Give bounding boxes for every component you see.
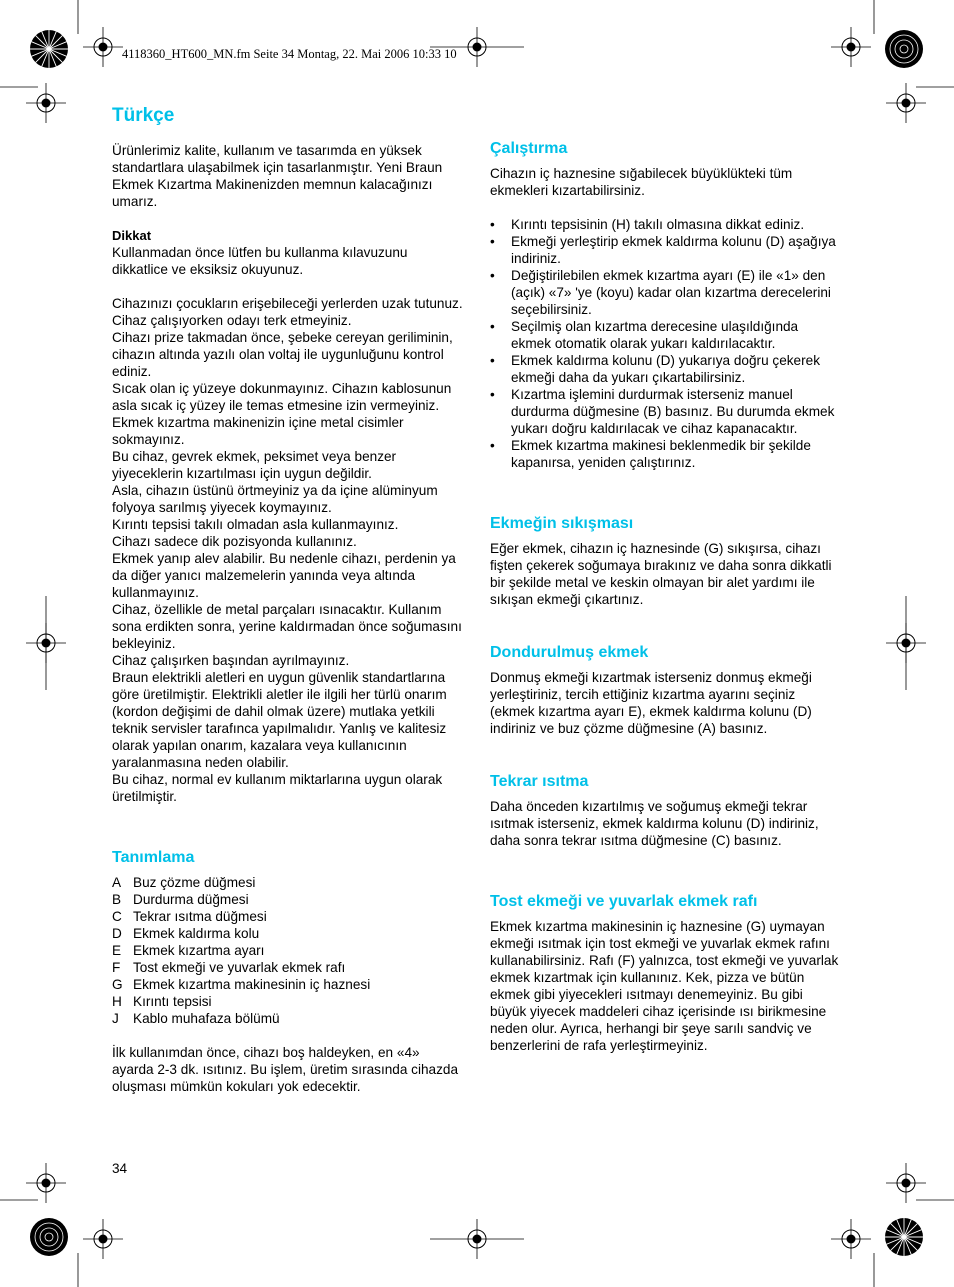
part-name: Tekrar ısıtma düğmesi xyxy=(133,909,267,924)
registration-mark-icon xyxy=(83,1219,123,1259)
part-name: Tost ekmeği ve yuvarlak ekmek rafı xyxy=(133,960,346,975)
caution-item: Cihaz çalışıyorken odayı terk etmeyiniz. xyxy=(112,313,352,328)
parts-list xyxy=(112,874,464,1027)
caution-item: Kırıntı tepsisi takılı olmadan asla kullanmayınız. xyxy=(112,517,399,532)
caution-item: Ekmek yanıp alev alabilir. Bu nedenle cihazı, perdenin ya da diğer yanıcı malzemelerin yanında veya altında kullanmayınız. xyxy=(112,551,456,600)
starburst-mark-icon xyxy=(884,1217,924,1257)
part-key: B xyxy=(112,892,122,907)
caution-item: Bu cihaz, gevrek ekmek, peksimet veya benzer yiyeceklerin kızartılması için uygun değildir. xyxy=(112,449,397,481)
rack-paragraph: Ekmek kızartma makinesinin iç haznesine (G) uymayan ekmeği ısıtmak için tost ekmeği ve yuvarlak ekmek rafını kullanabilirsiniz. Rafı (F) yalnızca, tost ekmeği ve yuvarlak ekmek kızartmak için kullanınız. Kek, pizza ve bütün ekmek gibi yiyecekleri ısıtmayı denemeyiniz. Bu gibi büyük yiyecek maddeleri cihaz içerisinde ısı birikmesine neden olur. Ayrıca, herhangi bir şeye sarılı sandviç ve benzerlerini de rafa yerleştirmeyiniz. xyxy=(490,919,839,1053)
part-key: E xyxy=(112,943,122,958)
left-column xyxy=(112,104,464,1095)
part-name: Ekmek kızartma ayarı xyxy=(133,943,265,958)
caution-item: Bu cihaz, normal ev kullanım miktarlarına uygun olarak üretilmiştir. xyxy=(112,772,443,804)
caution-item: Braun elektrikli aletleri en uygun güvenlik standartlarına göre üretilmiştir. Elektrikli aletler ile ilgili her türlü onarım (kordon değişimi de dahil olmak üzere) mutlaka yetkili teknik servisler tarafınca yapılmalıdır. Yanlış ve kalitesiz olarak yapılan onarım, kazalara veya kullanıcının yaralanmasına neden olabilir. xyxy=(112,670,447,770)
registration-mark-icon xyxy=(26,83,66,123)
list-item xyxy=(112,925,464,942)
caution-item: Cihaz çalışırken başından ayrılmayınız. xyxy=(112,653,350,668)
list-item: • Ekmeği yerleştirip ekmek kaldırma kolunu (D) aşağıya indiriniz. xyxy=(490,233,840,267)
part-name: Durdurma düğmesi xyxy=(133,892,249,907)
caution-item: Ekmek kızartma makinenizin içine metal cisimler sokmayınız. xyxy=(112,415,404,447)
registration-mark-icon xyxy=(26,596,66,690)
part-name: Kırıntı tepsisi xyxy=(133,994,212,1009)
starburst-mark-icon xyxy=(29,1217,69,1257)
registration-mark-icon xyxy=(886,1163,926,1203)
right-column xyxy=(490,138,840,1054)
part-name: Ekmek kaldırma kolu xyxy=(133,926,260,941)
list-item xyxy=(112,891,464,908)
list-item xyxy=(112,908,464,925)
part-key: D xyxy=(112,926,122,941)
starburst-mark-icon xyxy=(29,29,69,69)
registration-mark-icon xyxy=(430,1219,524,1259)
intro-paragraph: Ürünlerimiz kalite, kullanım ve tasarımda en yüksek standartlara ulaşabilmek için tasarlanmıştır. Yeni Braun Ekmek Kızartma Makinenizden memnun kalacağınızı umarız. xyxy=(112,143,443,209)
list-item: • Değiştirilebilen ekmek kızartma ayarı (E) ile «1» den (açık) «7» 'ye (koyu) kadar olan kızartma derecelerini seçebilirsiniz. xyxy=(490,267,840,318)
part-name: Buz çözme düğmesi xyxy=(133,875,256,890)
rack-heading: Tost ekmeği ve yuvarlak ekmek rafı xyxy=(490,893,758,910)
caution-item: Asla, cihazın üstünü örtmeyiniz ya da içine alüminyum folyoya sarılmış yiyecek koymayınız. xyxy=(112,483,438,515)
page-number: 34 xyxy=(112,1161,128,1176)
list-item xyxy=(112,942,464,959)
list-item: • Seçilmiş olan kızartma derecesine ulaşıldığında ekmek otomatik olarak yukarı kaldırılacaktır. xyxy=(490,318,840,352)
registration-mark-icon xyxy=(26,1163,66,1203)
frozen-heading: Dondurulmuş ekmek xyxy=(490,644,649,661)
list-item xyxy=(112,959,464,976)
page-title: Türkçe xyxy=(112,105,175,126)
jam-heading: Ekmeğin sıkışması xyxy=(490,515,634,532)
operation-list xyxy=(490,216,840,471)
list-item: • Kırıntı tepsisinin (H) takılı olmasına dikkat ediniz. xyxy=(490,216,840,233)
registration-mark-icon xyxy=(886,596,926,690)
part-name: Ekmek kızartma makinesinin iç haznesi xyxy=(133,977,371,992)
first-use-paragraph: İlk kullanımdan önce, cihazı boş haldeyken, en «4» ayarda 2-3 dk. ısıtınız. Bu işlem, üretim sırasında cihazda oluşması mümkün kokuları yok edecektir. xyxy=(112,1045,459,1094)
list-item: • Ekmek kaldırma kolunu (D) yukarıya doğru çekerek ekmeği daha da yukarı çıkartabilirsiniz. xyxy=(490,352,840,386)
list-item xyxy=(112,1010,464,1027)
caution-item: Cihazı sadece dik pozisyonda kullanınız. xyxy=(112,534,357,549)
frozen-paragraph: Donmuş ekmeği kızartmak isterseniz donmuş ekmeği yerleştiriniz, tercih ettiğiniz kızartma ayarını seçiniz (ekmek kızartma ayarı E), ekmek kaldırma kolunu (D) indiriniz ve buz çözme düğmesine (A) basınız. xyxy=(490,670,812,736)
registration-mark-icon xyxy=(831,1219,871,1259)
list-item xyxy=(112,976,464,993)
list-item: • Ekmek kızartma makinesi beklenmedik bir şekilde kapanırsa, yeniden çalıştırınız. xyxy=(490,437,840,471)
caution-item: Cihaz, özellikle de metal parçaları ısınacaktır. Kullanım sona erdikten sonra, yerine kaldırmadan önce soğumasını bekleyiniz. xyxy=(112,602,462,651)
part-key: C xyxy=(112,909,122,924)
description-heading: Tanımlama xyxy=(112,849,195,866)
registration-mark-icon xyxy=(831,27,871,67)
part-name: Kablo muhafaza bölümü xyxy=(133,1011,280,1026)
reheat-paragraph: Daha önceden kızartılmış ve soğumuş ekmeği tekrar ısıtmak isterseniz, ekmek kaldırma kolunu (D) indiriniz, daha sonra tekrar ısıtma düğmesine (C) basınız. xyxy=(490,799,819,848)
operation-intro: Cihazın iç haznesine sığabilecek büyüklükteki tüm ekmekleri kızartabilirsiniz. xyxy=(490,166,793,198)
part-key: A xyxy=(112,875,122,890)
part-key: F xyxy=(112,960,121,975)
caution-label: Dikkat xyxy=(112,228,152,243)
part-key: G xyxy=(112,977,123,992)
caution-lead: Kullanmadan önce lütfen bu kullanma kılavuzunu dikkatlice ve eksiksiz okuyunuz. xyxy=(112,245,408,277)
registration-mark-icon xyxy=(83,27,123,67)
print-header: 4118360_HT600_MN.fm Seite 34 Montag, 22. Mai 2006 10:33 10 xyxy=(122,47,457,61)
reheat-heading: Tekrar ısıtma xyxy=(490,773,589,790)
list-item xyxy=(112,993,464,1010)
caution-item: Cihazınızı çocukların erişebileceği yerlerden uzak tutunuz. xyxy=(112,296,463,311)
list-item xyxy=(112,874,464,891)
operation-heading: Çalıştırma xyxy=(490,140,568,157)
caution-item: Cihazı prize takmadan önce, şebeke cereyan geriliminin, cihazın altında yazılı olan voltaj ile uygunluğunu kontrol ediniz. xyxy=(112,330,453,379)
registration-mark-icon xyxy=(886,83,926,123)
starburst-mark-icon xyxy=(884,29,924,69)
list-item: • Kızartma işlemini durdurmak isterseniz manuel durdurma düğmesine (B) basınız. Bu durumda ekmek yukarı doğru kaldırılacak ve cihaz kapanacaktır. xyxy=(490,386,840,437)
jam-paragraph: Eğer ekmek, cihazın iç haznesinde (G) sıkışırsa, cihazı fişten çekerek soğumaya bırakınız ve daha sonra dikkatli bir şekilde metal ve keskin olmayan bir alet yardımı ile sıkışan ekmeği çıkartınız. xyxy=(490,541,832,607)
part-key: J xyxy=(112,1011,119,1026)
part-key: H xyxy=(112,994,122,1009)
caution-item: Sıcak olan iç yüzeye dokunmayınız. Cihazın kablosunun asla sıcak iç yüzey ile temas etmesine izin vermeyiniz. xyxy=(112,381,452,413)
